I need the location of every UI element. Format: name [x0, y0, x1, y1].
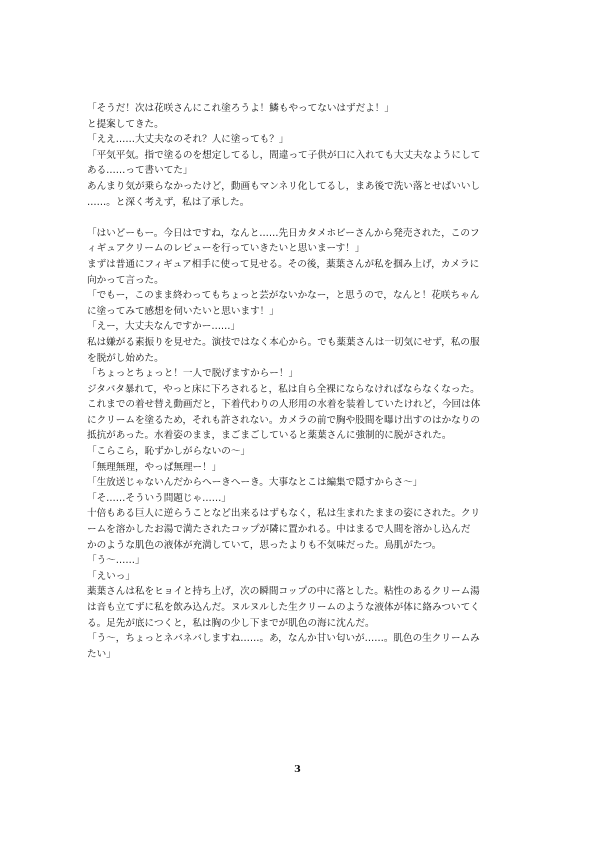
- text-line: に塗ってみて感想を伺いたいと思います！」: [87, 305, 279, 317]
- text-line: 「そ……そういう問題じゃ……」: [87, 492, 231, 504]
- blank-line: [87, 210, 517, 226]
- text-line: を脱がし始めた。: [87, 352, 164, 364]
- text-line: にクリームを塗るため，それも許されない。カメラの前で胸や股間を曝け出すのはかなりの: [87, 414, 480, 426]
- text-line: 「生放送じゃないんだからへーきへーき。大事なとこは編集で隠すからさ〜」: [87, 477, 423, 489]
- text-line: る。足先が底につくと，私は胸の少し下までが肌色の海に沈んだ。: [87, 617, 375, 629]
- text-line: 「はいどーもー。今日はですね，なんと……先日カタメホビーさんから発売された，このフ: [87, 227, 480, 239]
- text-line: かのような肌色の液体が充満していて，思ったよりも不気味だった。鳥肌がたつ。: [87, 539, 442, 551]
- text-line: 「えいっ」: [87, 570, 135, 582]
- text-line: ……。と深く考えず，私は了承した。: [87, 196, 250, 208]
- text-line: 薬葉さんは私をヒョイと持ち上げ，次の瞬間コップの中に落とした。粘性のあるクリーム湯: [87, 586, 480, 598]
- text-line: 「う〜……」: [87, 555, 145, 567]
- text-line: ある……って書いてた」: [87, 165, 193, 177]
- text-line: あんまり気が乗らなかったけど，動画もマンネリ化してるし，まあ後で洗い落とせばいいし: [87, 180, 481, 192]
- text-line: 十倍もある巨人に逆らうことなど出来るはずもなく，私は生まれたままの姿にされた。クリ: [87, 508, 481, 520]
- text-line: 「こらこら，恥ずかしがらないの〜」: [87, 446, 251, 458]
- text-line: 「無理無理，やっぱ無理ー！」: [87, 461, 222, 473]
- text-line: 抵抗があった。水着姿のまま，まごまごしていると薬葉さんに強制的に脱がされた。: [87, 430, 452, 442]
- text-line: ジタバタ暴れて，やっと床に下ろされると，私は自ら全裸にならなければならなくなった。: [87, 383, 480, 395]
- text-line: は音も立てずに私を飲み込んだ。ヌルヌルした生クリームのような液体が体に絡みついてく: [87, 602, 480, 613]
- text-line: 「でもー，このまま終わってもちょっと芸がないかなー，と思うので，なんと！花咲ちゃん: [87, 290, 480, 302]
- text-line: 向かって言った。: [87, 274, 164, 286]
- text-line: ームを溶かしたお湯で満たされたコップが隣に置かれる。中はまるで人間を溶かし込んだ: [87, 524, 471, 536]
- text-line: 「ええ……大丈夫なのそれ？人に塗っても？」: [87, 134, 289, 146]
- page-number: 3: [294, 764, 301, 775]
- text-line: 「そうだ！次は花咲さんにこれ塗ろうよ！鱗もやってないはずだよ！」: [87, 103, 394, 114]
- text-line: これまでの着せ替え動画だと，下着代わりの人形用の水着を装着していたけれど，今回は体: [87, 399, 481, 411]
- text-line: と提案してきた。: [87, 118, 164, 130]
- text-line: まずは普通にフィギュア相手に使って見せる。その後，薬葉さんが私を掴み上げ，カメラに: [87, 258, 480, 270]
- text-line: 「う〜，ちょっとネバネバしますね……。あ，なんか甘い匂いが……。肌色の生クリームみ: [87, 633, 480, 645]
- text-line: 私は嫌がる素振りを見せた。演技ではなく本心から。でも薬葉さんは一切気にせず，私の服: [87, 336, 480, 348]
- text-line: 「ちょっとちょっと！一人で脱げますからー！」: [87, 368, 299, 380]
- text-line: たい」: [87, 648, 116, 660]
- text-line: 「平気平気。指で塗るのを想定してるし，間違って子供が口に入れても大丈夫なようにして: [87, 149, 481, 161]
- text-line: ィギュアクリームのレビューを行っていきたいと思いまーす！」: [87, 243, 365, 255]
- text-line: 「えー，大丈夫なんですかー……」: [87, 321, 241, 333]
- body-text: [87, 101, 517, 662]
